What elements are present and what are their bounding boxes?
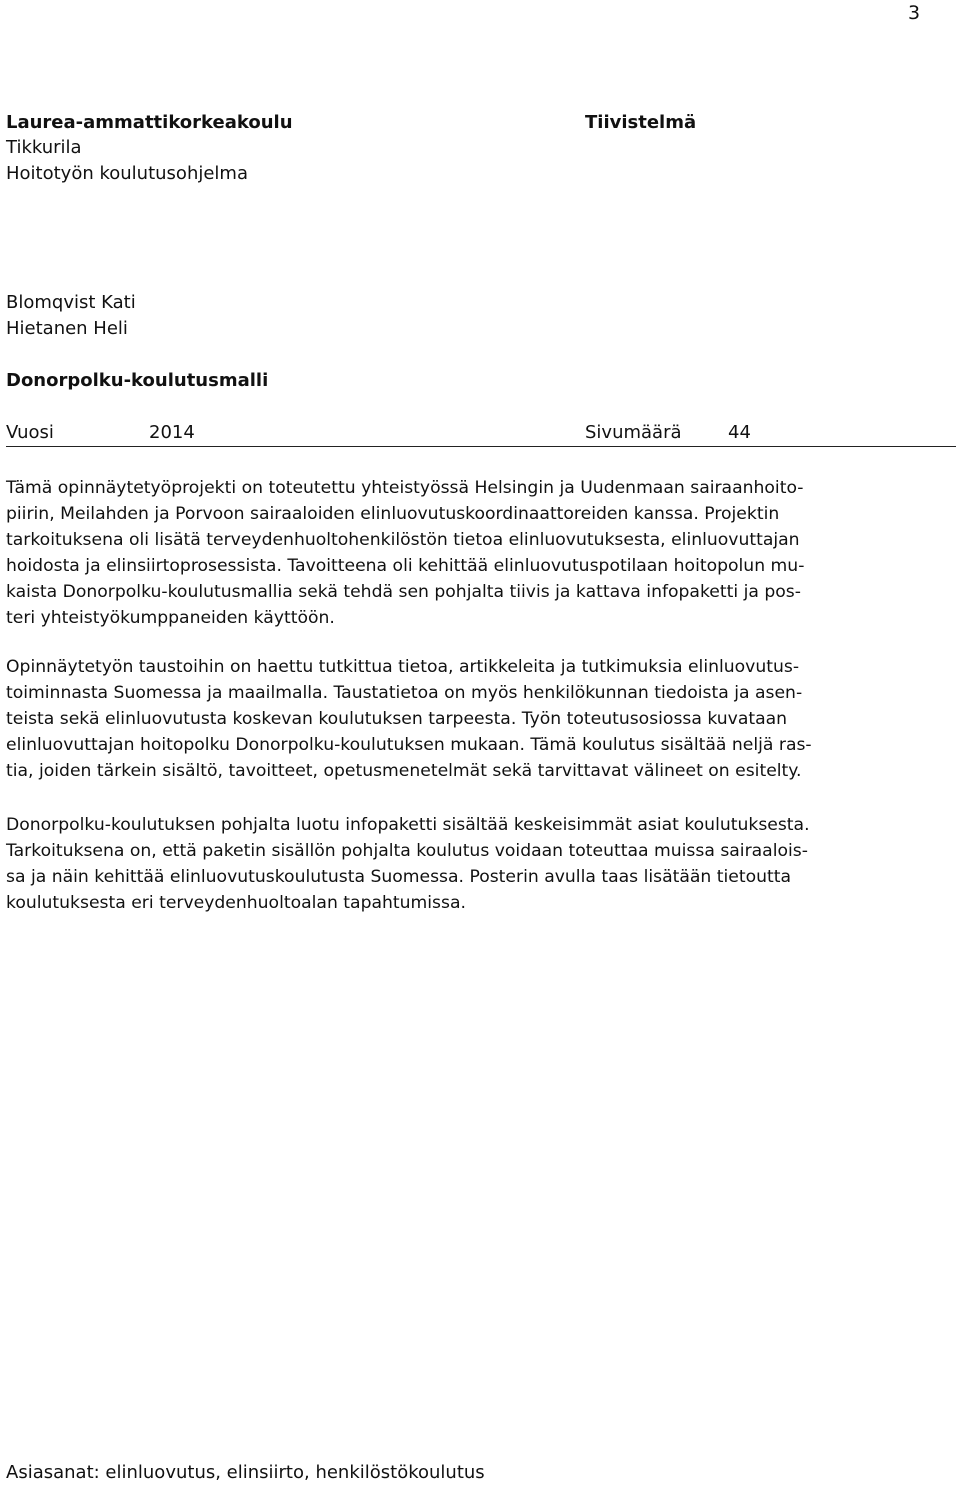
metadata-row — [6, 420, 956, 447]
author-name: Blomqvist Kati — [6, 292, 136, 313]
abstract-line: teista sekä elinluovutusta koskevan koulutuksen tarpeesta. Työn toteutusosiossa kuvataan — [6, 708, 788, 729]
page-number: 3 — [908, 2, 921, 24]
page-count-value: 44 — [728, 422, 751, 443]
institution-name: Laurea-ammattikorkeakoulu — [6, 112, 293, 133]
abstract-line: elinluovuttajan hoitopolku Donorpolku-koulutuksen mukaan. Tämä koulutus sisältää neljä ras- — [6, 734, 812, 755]
abstract-paragraph-2 — [6, 655, 956, 785]
abstract-line: Opinnäytetyön taustoihin on haettu tutkittua tietoa, artikkeleita ja tutkimuksia elinluovutus- — [6, 657, 800, 677]
year-label: Vuosi — [6, 422, 54, 443]
abstract-line: Tarkoituksena on, että paketin sisällön pohjalta koulutus voidaan toteuttaa muissa sairaalois- — [6, 840, 808, 861]
abstract-line: toiminnasta Suomessa ja maailmalla. Taustatietoa on myös henkilökunnan tiedoista ja asen- — [6, 682, 803, 703]
abstract-line: Tämä opinnäytetyöprojekti on toteutettu yhteistyössä Helsingin ja Uudenmaan sairaanhoito- — [6, 478, 804, 498]
abstract-line: hoidosta ja elinsiirtoprosessista. Tavoitteena oli kehittää elinluovutuspotilaan hoitopolun mu- — [6, 555, 805, 576]
programme-name: Hoitotyön koulutusohjelma — [6, 163, 248, 184]
thesis-title: Donorpolku-koulutusmalli — [6, 370, 269, 391]
abstract-line: piirin, Meilahden ja Porvoon sairaaloiden elinluovutuskoordinaattoreiden kanssa. Projektin — [6, 503, 780, 524]
keywords: Asiasanat: elinluovutus, elinsiirto, henkilöstökoulutus — [6, 1462, 485, 1483]
page-count-label: Sivumäärä — [585, 422, 682, 443]
abstract-paragraph-1 — [6, 476, 956, 631]
abstract-line: koulutuksesta eri terveydenhuoltoalan tapahtumissa. — [6, 892, 466, 913]
year-value: 2014 — [149, 422, 195, 443]
abstract-line: tia, joiden tärkein sisältö, tavoitteet, opetusmenetelmät sekä tarvittavat välineet on esitelty. — [6, 760, 802, 781]
abstract-paragraph-3 — [6, 813, 956, 917]
author-name: Hietanen Heli — [6, 318, 128, 339]
abstract-line: teri yhteistyökumppaneiden käyttöön. — [6, 607, 335, 628]
campus-name: Tikkurila — [6, 137, 82, 158]
abstract-line: tarkoituksena oli lisätä terveydenhuoltohenkilöstön tietoa elinluovutuksesta, elinluovuttajan — [6, 529, 800, 550]
abstract-line: Donorpolku-koulutuksen pohjalta luotu infopaketti sisältää keskeisimmät asiat koulutuksesta. — [6, 815, 810, 835]
document-type-heading: Tiivistelmä — [585, 112, 697, 133]
abstract-line: kaista Donorpolku-koulutusmallia sekä tehdä sen pohjalta tiivis ja kattava infopaketti ja pos- — [6, 581, 801, 602]
abstract-line: sa ja näin kehittää elinluovutuskoulutusta Suomessa. Posterin avulla taas lisätään tietoutta — [6, 866, 792, 887]
